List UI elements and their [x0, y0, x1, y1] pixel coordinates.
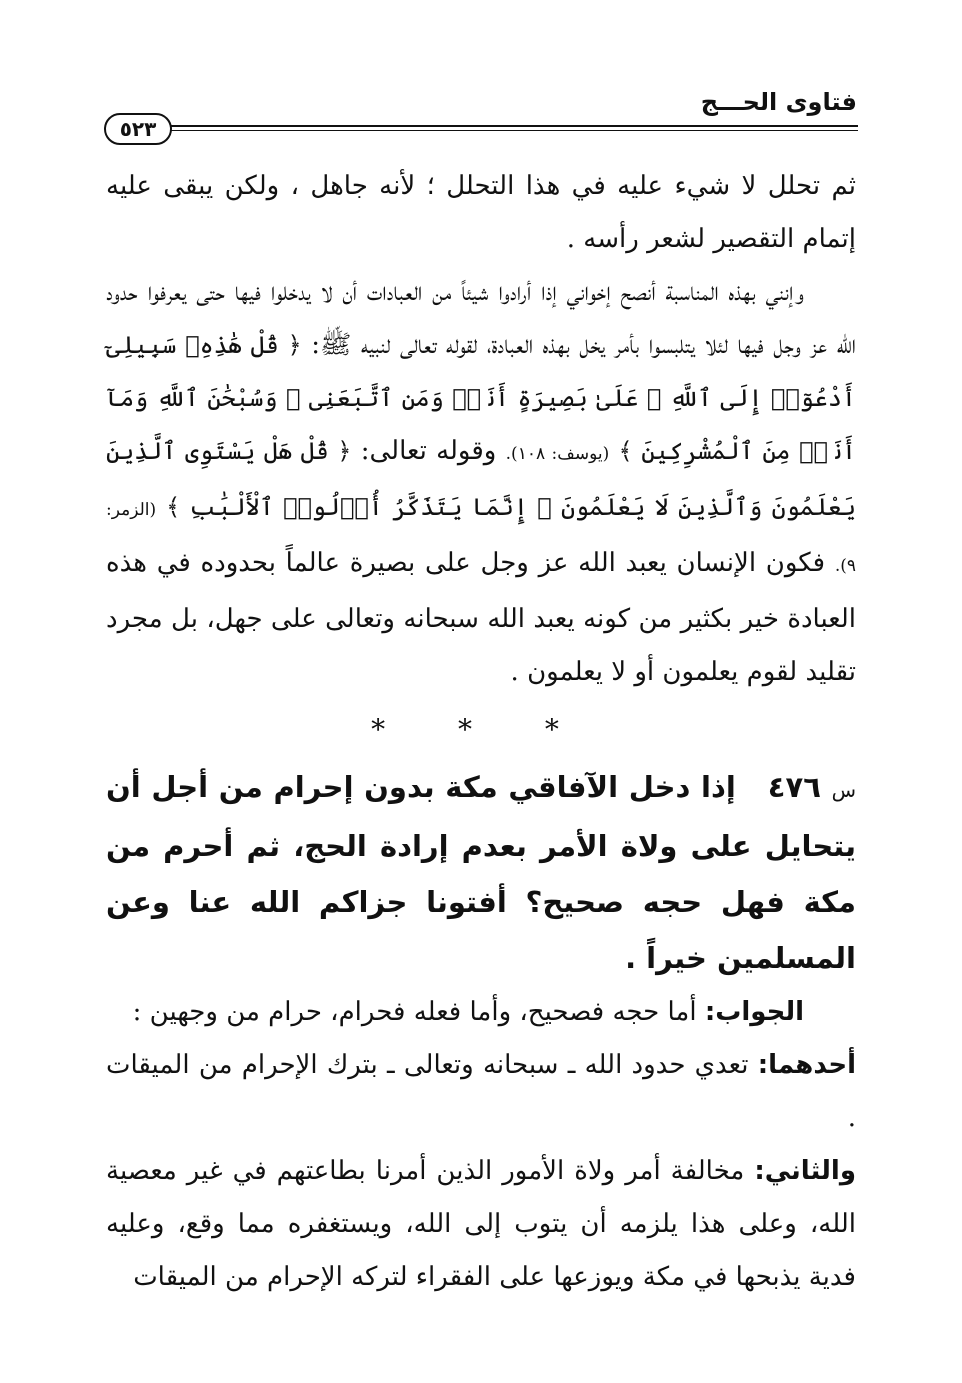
quran-verse-yusuf: ﴿ قُلْ هَٰذِهِۦ سَبِيلِىٓ أَدْعُوٓا۟ إِلَى ٱللَّهِ ۚ عَلَىٰ بَصِيرَةٍ أَنَا۠ وَمَنِ ٱتَّبَعَنِى ۖ وَسُبْحَٰنَ ٱللَّهِ وَمَآ أَنَا۠ مِنَ ٱلْمُشْرِكِينَ ﴾	[106, 331, 857, 465]
paragraph-continuation: ثم تحلل لا شيء عليه في هذا التحلل ؛ لأنه جاهل ، ولكن يبقى عليه إتمام التقصير لشعر رأسه .	[106, 171, 856, 254]
first-reason-paragraph	[106, 1039, 856, 1145]
running-header-title: فتاوى الحـــج	[700, 88, 857, 116]
page-body	[106, 160, 856, 1304]
verse-reference-zumar: (الزمر: ٩).	[106, 500, 857, 576]
advice-mid: وقوله تعالى:	[360, 436, 497, 466]
quran-verse-zumar: ﴿ قُلْ هَلْ يَسْتَوِى ٱلَّذِينَ يَعْلَمُونَ وَٱلَّذِينَ لَا يَعْلَمُونَ ۗ إِنَّمَا يَتَذَكَّرُ أُو۟لُوا۟ ٱلْأَلْبَٰبِ ﴾	[106, 437, 857, 521]
second-reason-paragraph	[106, 1145, 856, 1304]
paragraph-advice	[106, 266, 856, 699]
header-rule	[168, 125, 858, 131]
answer-label: الجواب:	[704, 997, 804, 1027]
question-text: إذا دخل الآفاقي مكة بدون إحرام من أجل أن يتحايل على ولاة الأمر بعدم إرادة الحج، ثم أحرم من مكة فهل حجه صحيح؟ أفتونا جزاكم الله عنا وعن المسلمين خيراً .	[106, 770, 856, 975]
second-reason-text: مخالفة أمر ولاة الأمور الذين أمرنا بطاعتهم في غير معصية الله، وعلى هذا يلزمه أن يتوب إلى الله، ويستغفره مما وقع، وعليه فدية يذبحها في مكة ويوزعها على الفقراء لتركه الإحرام من الميقات	[106, 1156, 856, 1292]
second-reason-label: والثاني:	[754, 1156, 857, 1186]
answer-text: أما حجه فصحيح، وأما فعله فحرام، حرام من وجهين :	[132, 997, 697, 1027]
advice-intro: وإنني بهذه المناسبة أنصح إخواني إذا أرادوا شيئاً من العبادات أن لا يدخلوا فيها حتى يعرفوا حدود الله عز وجل فيها لئلا يتلبسوا بأمر يخل بهذه العبادة، لقوله تعالى لنبيه ﷺ:	[106, 277, 857, 360]
advice-conclusion: فكون الإنسان يعبد الله عز وجل على بصيرة عالماً بحدوده في هذه العبادة خير بكثير من كونه يعبد الله سبحانه وتعالى على جهل، بل مجرد تقليد لقوم يعلمون أو لا يعلمون .	[106, 548, 856, 687]
question-marker: س	[831, 778, 856, 802]
page-number: ٥٢٣	[104, 113, 172, 145]
first-reason-label: أحدهما:	[757, 1050, 856, 1080]
question-number: ٤٧٦	[767, 770, 821, 804]
section-separator: * * *	[371, 713, 591, 746]
first-reason-text: تعدي حدود الله ـ سبحانه وتعالى ـ بترك الإحرام من الميقات .	[106, 1050, 856, 1133]
question-block	[106, 759, 856, 986]
answer-paragraph	[106, 986, 856, 1039]
verse-reference-yusuf: (يوسف: ١٠٨).	[505, 444, 610, 464]
